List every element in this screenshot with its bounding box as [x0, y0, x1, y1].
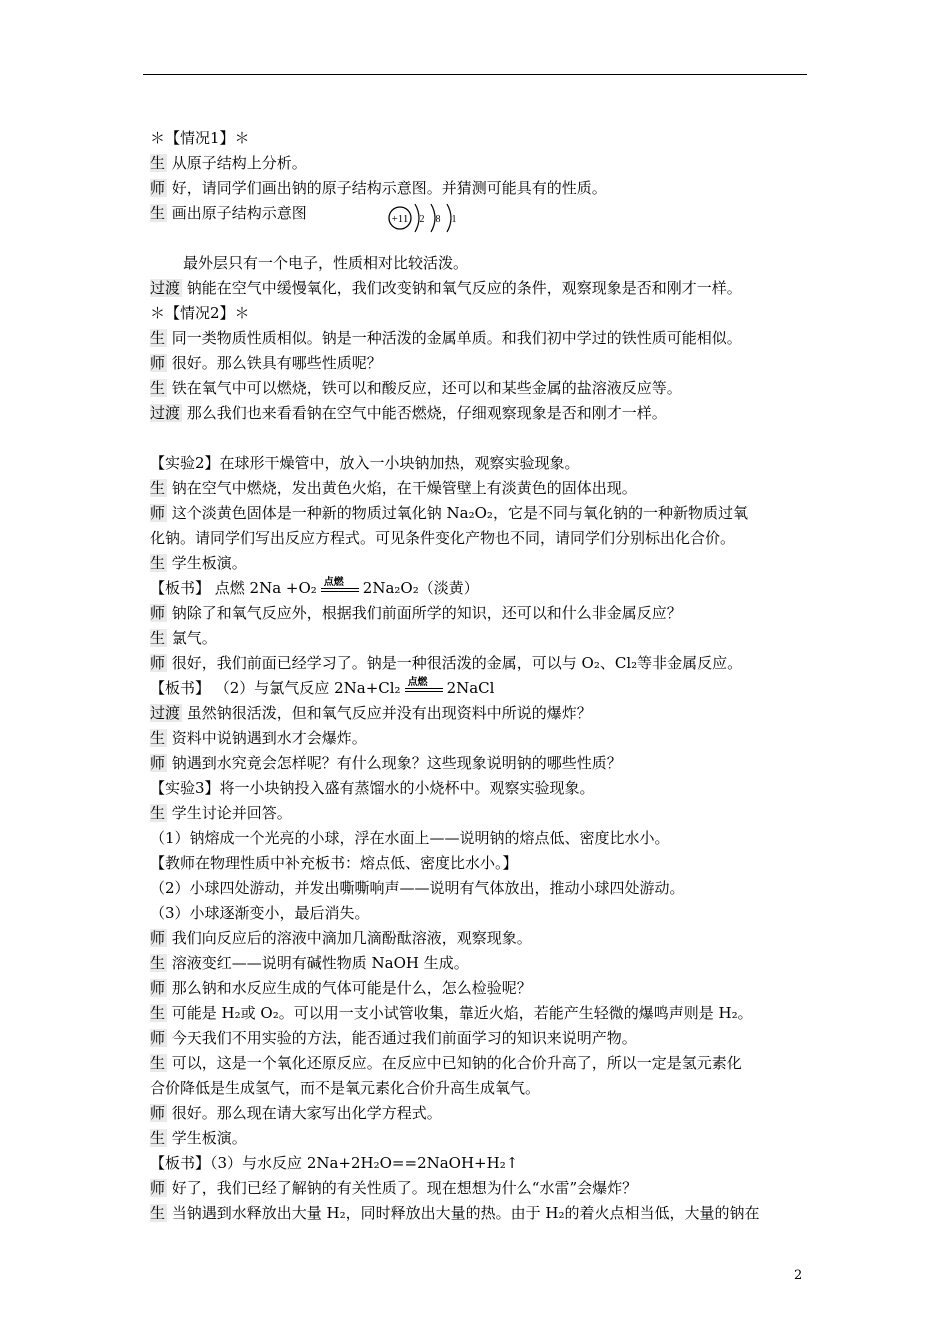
dialog-line: 生 可能是 H₂或 O₂。可以用一支小试管收集，靠近火焰，若能产生轻微的爆鸣声则是 H₂。 [150, 1004, 753, 1022]
header-rule [143, 74, 807, 75]
speaker-label: 过渡 [150, 279, 181, 297]
situation-1-heading: ＊【情况1】＊ [150, 129, 250, 147]
teacher-note-line: 【教师在物理性质中补充板书：熔点低、密度比水小。】 [150, 854, 518, 872]
speaker-label: 生 [150, 379, 166, 397]
speaker-label: 生 [150, 204, 166, 222]
board-equation-water: 【板书】（3）与水反应 2Na+2H₂O==2NaOH+H₂↑ [150, 1154, 519, 1172]
board-equation-chlorine: 【板书】 （2）与氯气反应 2Na+Cl₂ 点燃 2NaCl [150, 677, 495, 697]
dialog-line: 生 学生板演。 [150, 554, 247, 572]
dialog-line: 生 同一类物质性质相似。钠是一种活泼的金属单质。和我们初中学过的铁性质可能相似。 [150, 329, 742, 347]
speaker-label: 师 [150, 979, 166, 997]
speaker-label: 师 [150, 604, 166, 622]
speaker-label: 生 [150, 329, 166, 347]
dialog-line: 师 很好。那么铁具有哪些性质呢？ [150, 354, 382, 372]
observation-line: （2）小球四处游动，并发出嘶嘶响声——说明有气体放出，推动小球四处游动。 [150, 879, 685, 897]
dialog-line: 生 钠在空气中燃烧，发出黄色火焰，在干燥管壁上有淡黄色的固体出现。 [150, 479, 637, 497]
speaker-label: 生 [150, 1004, 166, 1022]
speaker-label: 过渡 [150, 704, 181, 722]
observation-line: （3）小球逐渐变小，最后消失。 [150, 904, 370, 922]
speaker-label: 师 [150, 1179, 166, 1197]
speaker-label: 生 [150, 554, 166, 572]
speaker-label: 师 [150, 1029, 166, 1047]
paragraph-line: 最外层只有一个电子，性质相对比较活泼。 [183, 254, 469, 272]
speaker-label: 师 [150, 179, 166, 197]
shell-electrons: 2 [419, 214, 425, 225]
experiment-3-heading: 【实验3】将一小块钠投入盛有蒸馏水的小烧杯中。观察实验现象。 [150, 779, 595, 797]
speaker-label: 师 [150, 504, 166, 522]
shell-electrons: 8 [435, 214, 441, 225]
dialog-line: 师 今天我们不用实验的方法，能否通过我们前面学习的知识来说明产物。 [150, 1029, 637, 1047]
reaction-condition-arrow: 点燃 [321, 581, 359, 597]
dialog-line: 生 当钠遇到水释放出大量 H₂，同时释放出大量的热。由于 H₂的着火点相当低，大量的钠在 [150, 1204, 760, 1222]
speaker-label: 师 [150, 354, 166, 372]
speaker-label: 生 [150, 629, 166, 647]
dialog-line: 师 这个淡黄色固体是一种新的物质过氧化钠 Na₂O₂，它是不同与氧化钠的一种新物质过氧 [150, 504, 748, 522]
speaker-label: 生 [150, 729, 166, 747]
speaker-label: 生 [150, 804, 166, 822]
dialog-line: 生 溶液变红——说明有碱性物质 NaOH 生成。 [150, 954, 469, 972]
board-equation-oxygen: 【板书】 点燃 2Na +O₂ 点燃 2Na₂O₂（淡黄） [150, 577, 479, 597]
reaction-condition-arrow: 点燃 [405, 681, 443, 697]
dialog-line: 生 资料中说钠遇到水才会爆炸。 [150, 729, 367, 747]
dialog-line: 师 很好。那么现在请大家写出化学方程式。 [150, 1104, 442, 1122]
speaker-label: 生 [150, 1204, 166, 1222]
sodium-atom-diagram [385, 200, 465, 236]
nucleus-charge: +11 [391, 213, 409, 225]
dialog-line: 师 好，请同学们画出钠的原子结构示意图。并猜测可能具有的性质。 [150, 179, 607, 197]
dialog-line: 生 氯气。 [150, 629, 217, 647]
dialog-line: 师 我们向反应后的溶液中滴加几滴酚酞溶液，观察现象。 [150, 929, 532, 947]
paragraph-line: 化钠。请同学们写出反应方程式。可见条件变化产物也不同，请同学们分别标出化合价。 [150, 529, 736, 547]
dialog-line: 师 钠遇到水究竟会怎样呢？有什么现象？这些现象说明钠的哪些性质？ [150, 754, 622, 772]
speaker-label: 生 [150, 1129, 166, 1147]
dialog-line: 生 画出原子结构示意图 [150, 204, 307, 222]
speaker-label: 师 [150, 929, 166, 947]
speaker-label: 生 [150, 154, 166, 172]
paragraph-line: 合价降低是生成氢气，而不是氧元素化合价升高生成氧气。 [150, 1079, 541, 1097]
speaker-label: 师 [150, 654, 166, 672]
dialog-line: 生 铁在氧气中可以燃烧，铁可以和酸反应，还可以和某些金属的盐溶液反应等。 [150, 379, 682, 397]
speaker-label: 师 [150, 754, 166, 772]
speaker-label: 师 [150, 1104, 166, 1122]
dialog-line: 生 学生讨论并回答。 [150, 804, 292, 822]
dialog-line: 生 从原子结构上分析。 [150, 154, 307, 172]
experiment-2-heading: 【实验2】在球形干燥管中，放入一小块钠加热，观察实验现象。 [150, 454, 580, 472]
observation-line: （1）钠熔成一个光亮的小球，浮在水面上——说明钠的熔点低、密度比水小。 [150, 829, 670, 847]
dialog-line: 过渡 那么我们也来看看钠在空气中能否燃烧，仔细观察现象是否和刚才一样。 [150, 404, 667, 422]
dialog-line: 师 很好，我们前面已经学习了。钠是一种很活泼的金属，可以与 O₂、Cl₂等非金属反应。 [150, 654, 743, 672]
dialog-line: 过渡 虽然钠很活泼，但和氧气反应并没有出现资料中所说的爆炸？ [150, 704, 592, 722]
dialog-line: 师 那么钠和水反应生成的气体可能是什么，怎么检验呢？ [150, 979, 532, 997]
speaker-label: 过渡 [150, 404, 181, 422]
speaker-label: 生 [150, 954, 166, 972]
dialog-line: 师 好了，我们已经了解钠的有关性质了。现在想想为什么“水雷”会爆炸？ [150, 1179, 638, 1197]
dialog-line: 生 可以，这是一个氧化还原反应。在反应中已知钠的化合价升高了，所以一定是氢元素化 [150, 1054, 742, 1072]
dialog-line: 过渡 钠能在空气中缓慢氧化，我们改变钠和氧气反应的条件，观察现象是否和刚才一样。 [150, 279, 742, 297]
dialog-line: 生 学生板演。 [150, 1129, 247, 1147]
speaker-label: 生 [150, 1054, 166, 1072]
page-number: 2 [794, 1268, 803, 1283]
shell-electrons: 1 [451, 214, 457, 225]
situation-2-heading: ＊【情况2】＊ [150, 304, 250, 322]
dialog-line: 师 钠除了和氧气反应外，根据我们前面所学的知识，还可以和什么非金属反应？ [150, 604, 682, 622]
speaker-label: 生 [150, 479, 166, 497]
